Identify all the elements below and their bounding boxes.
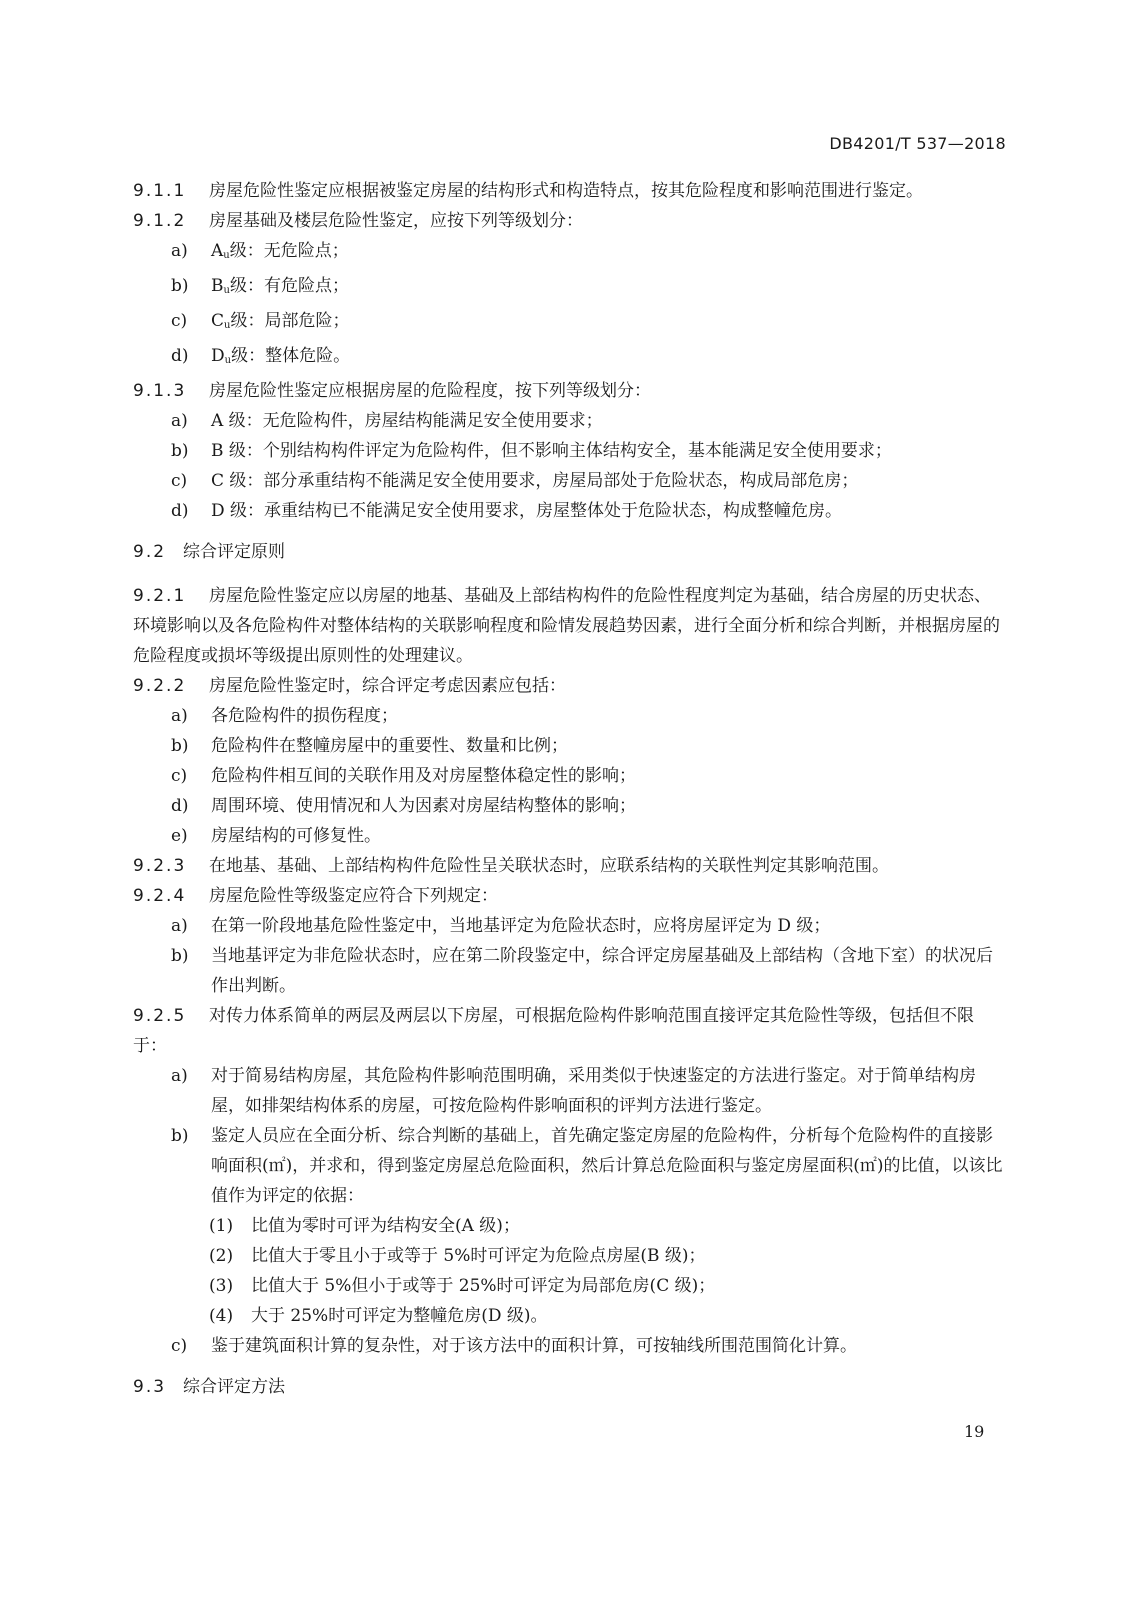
section-heading-9-3: 9.3 综合评定方法 (133, 1377, 285, 1397)
document-code-header: DB4201/T 537—2018 (829, 134, 1006, 153)
clause-text: 房屋危险性鉴定应以房屋的地基、基础及上部结构构件的危险性程度判定为基础，结合房屋的历史状态、环境影响以及各危险构件对整体结构的关联影响程度和险情发展趋势因素，进行全面分析和综合判断，并根据房屋的危险程度或损坏等级提出原则性的处理建议。 (133, 586, 1000, 666)
list-item: b) 危险构件在整幢房屋中的重要性、数量和比例； (171, 736, 568, 756)
clause-text: 房屋危险性鉴定时，综合评定考虑因素应包括： (209, 676, 566, 696)
clause-number: 9.2.1 (133, 586, 187, 606)
clause-text: 房屋基础及楼层危险性鉴定，应按下列等级划分： (209, 211, 583, 231)
list-item: d) $D_u$级：整体危险。 (171, 346, 351, 366)
clause-9-1-1 (133, 176, 1003, 206)
clause-text: 房屋危险性鉴定应根据被鉴定房屋的结构形式和构造特点，按其危险程度和影响范围进行鉴定。 (209, 181, 923, 201)
list-item: d) 周围环境、使用情况和人为因素对房屋结构整体的影响； (171, 796, 636, 816)
list-item: c) 鉴于建筑面积计算的复杂性，对于该方法中的面积计算，可按轴线所围范围简化计算。 (171, 1336, 857, 1356)
list-item: b) B 级：个别结构构件评定为危险构件，但不影响主体结构安全，基本能满足安全使用要求； (171, 441, 892, 461)
clause-text: 对传力体系简单的两层及两层以下房屋，可根据危险构件影响范围直接评定其危险性等级，包括但不限于： (133, 1006, 974, 1056)
clause-number: 9.1.3 (133, 381, 187, 401)
clause-9-2-1 (133, 581, 1003, 671)
clause-9-2-4 (133, 881, 1003, 911)
list-item: a) 在第一阶段地基危险性鉴定中，当地基评定为危险状态时，应将房屋评定为 D 级； (171, 916, 831, 936)
list-item: c) $C_u$级：局部危险； (171, 311, 350, 331)
clause-9-1-2 (133, 206, 1003, 236)
list-item: a) 对于简易结构房屋，其危险构件影响范围明确，采用类似于快速鉴定的方法进行鉴定。对于简单结构房屋，如排架结构体系的房屋，可按危险构件影响面积的评判方法进行鉴定。 (171, 1066, 976, 1116)
list-item: a) 各危险构件的损伤程度； (171, 706, 398, 726)
clause-number: 9.2.3 (133, 856, 187, 876)
list-item: e) 房屋结构的可修复性。 (171, 826, 381, 846)
clause-number: 9.1.2 (133, 211, 187, 231)
list-item: a) A 级：无危险构件，房屋结构能满足安全使用要求； (171, 411, 603, 431)
clause-text: 房屋危险性等级鉴定应符合下列规定： (209, 886, 498, 906)
sub-list-item: (4) 大于 25%时可评定为整幢危房(D 级)。 (209, 1306, 548, 1326)
list-item: b) 当地基评定为非危险状态时，应在第二阶段鉴定中，综合评定房屋基础及上部结构（含地下室）的状况后作出判断。 (171, 946, 993, 996)
clause-9-2-2 (133, 671, 1003, 701)
clause-text: 在地基、基础、上部结构构件危险性呈关联状态时，应联系结构的关联性判定其影响范围。 (209, 856, 889, 876)
clause-number: 9.2.2 (133, 676, 187, 696)
sub-list-item: (2) 比值大于零且小于或等于 5%时可评定为危险点房屋(B 级)； (209, 1246, 706, 1266)
list-item: b) 鉴定人员应在全面分析、综合判断的基础上，首先确定鉴定房屋的危险构件，分析每个危险构件的直接影响面积(㎡)，并求和，得到鉴定房屋总危险面积，然后计算总危险面积与鉴定房屋面积(㎡)的比值，以该比值作为评定的依据： (171, 1126, 1003, 1206)
list-item: a) $A_u$级：无危险点； (171, 241, 349, 261)
sub-list-item: (3) 比值大于 5%但小于或等于 25%时可评定为局部危房(C 级)； (209, 1276, 716, 1296)
clause-9-1-3 (133, 376, 1003, 406)
list-item: b) $B_u$级：有危险点； (171, 276, 349, 296)
list-item: d) D 级：承重结构已不能满足安全使用要求，房屋整体处于危险状态，构成整幢危房。 (171, 501, 843, 521)
list-item: c) C 级：部分承重结构不能满足安全使用要求，房屋局部处于危险状态，构成局部危房； (171, 471, 859, 491)
document-body (133, 176, 1003, 1416)
clause-9-2-3 (133, 851, 1003, 881)
clause-number: 9.2.5 (133, 1006, 187, 1026)
clause-number: 9.2.4 (133, 886, 187, 906)
page-number: 19 (964, 1422, 985, 1441)
section-heading-9-2: 9.2 综合评定原则 (133, 542, 285, 562)
list-item: c) 危险构件相互间的关联作用及对房屋整体稳定性的影响； (171, 766, 636, 786)
clause-9-2-5 (133, 1001, 1003, 1061)
sub-list-item: (1) 比值为零时可评为结构安全(A 级)； (209, 1216, 520, 1236)
clause-number: 9.1.1 (133, 181, 187, 201)
clause-text: 房屋危险性鉴定应根据房屋的危险程度，按下列等级划分： (209, 381, 651, 401)
